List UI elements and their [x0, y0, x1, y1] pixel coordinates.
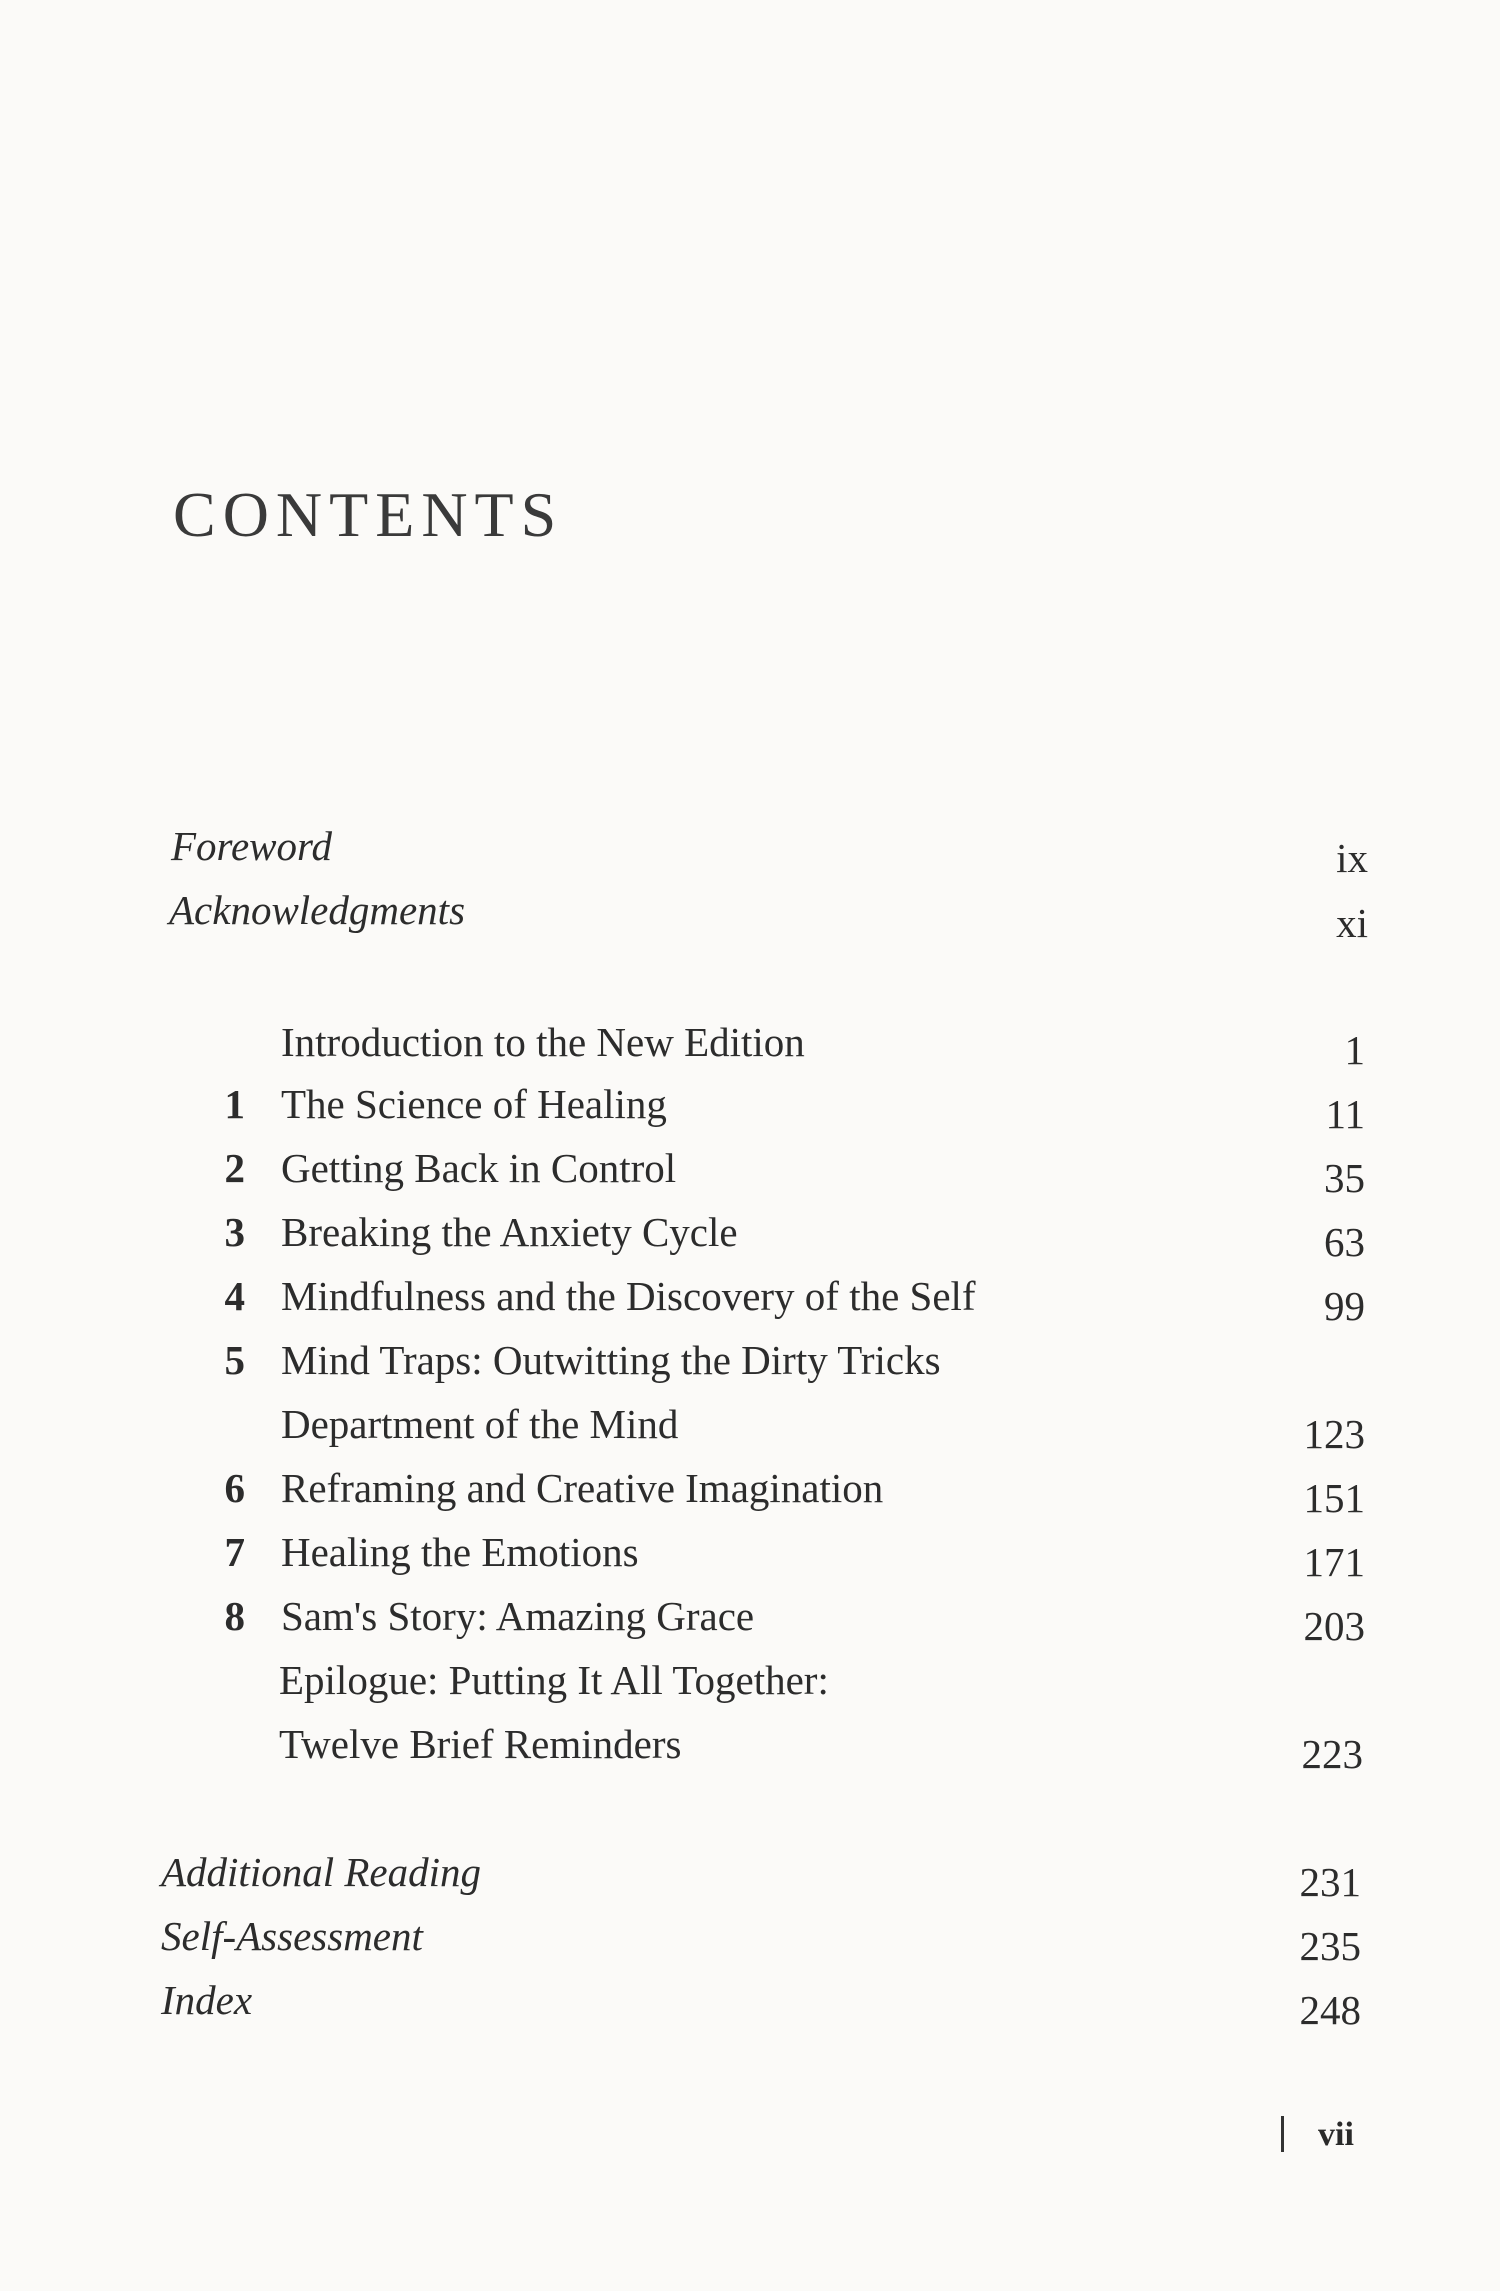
- toc-chapter-title-3: Breaking the Anxiety Cycle: [281, 1209, 738, 1255]
- toc-chapter-number-5: 5: [224, 1337, 245, 1383]
- toc-entry-page-foreword: ix: [1336, 835, 1368, 881]
- toc-chapter-title-5-line-2: Department of the Mind: [281, 1401, 679, 1447]
- toc-entry-page-additional-reading: 231: [1299, 1859, 1361, 1905]
- toc-chapter-number-4: 4: [224, 1273, 245, 1319]
- toc-entry-page-acknowledgments: xi: [1336, 900, 1368, 946]
- toc-chapter-number-6: 6: [224, 1465, 245, 1511]
- toc-chapter-number-7: 7: [224, 1529, 245, 1575]
- folio-divider: [1281, 2116, 1284, 2152]
- toc-chapter-number-2: 2: [224, 1145, 245, 1191]
- toc-chapter-title-epilogue-line-1: Epilogue: Putting It All Together:: [279, 1657, 829, 1703]
- toc-chapter-title-7: Healing the Emotions: [281, 1529, 639, 1575]
- toc-entry-title-additional-reading: Additional Reading: [161, 1849, 481, 1895]
- toc-chapter-title-8: Sam's Story: Amazing Grace: [281, 1593, 755, 1639]
- toc-entry-title-acknowledgments: Acknowledgments: [169, 887, 466, 933]
- toc-chapter-page-5: 123: [1303, 1411, 1365, 1457]
- toc-chapter-title-epilogue-line-2: Twelve Brief Reminders: [279, 1721, 682, 1767]
- toc-chapter-title-5-line-1: Mind Traps: Outwitting the Dirty Tricks: [281, 1337, 941, 1383]
- toc-chapter-page-6: 151: [1303, 1475, 1365, 1521]
- toc-chapter-number-1: 1: [224, 1081, 245, 1127]
- toc-chapter-page-introduction: 1: [1344, 1027, 1365, 1073]
- toc-chapter-page-1: 11: [1325, 1091, 1365, 1137]
- toc-chapter-page-8: 203: [1303, 1603, 1365, 1649]
- toc-entry-title-self-assessment: Self-Assessment: [161, 1913, 423, 1959]
- toc-chapter-title-introduction: Introduction to the New Edition: [281, 1019, 805, 1065]
- toc-chapter-number-8: 8: [224, 1593, 245, 1639]
- page-title: CONTENTS: [173, 479, 564, 550]
- toc-chapter-page-3: 63: [1324, 1219, 1365, 1265]
- toc-chapter-page-epilogue: 223: [1301, 1731, 1363, 1777]
- toc-chapter-page-7: 171: [1303, 1539, 1365, 1585]
- toc-chapter-title-1: The Science of Healing: [281, 1081, 667, 1127]
- folio-page-number: vii: [1318, 2116, 1354, 2153]
- toc-entry-title-foreword: Foreword: [171, 823, 332, 869]
- toc-chapter-title-4: Mindfulness and the Discovery of the Self: [281, 1273, 976, 1319]
- toc-chapter-number-3: 3: [224, 1209, 245, 1255]
- toc-entry-title-index: Index: [161, 1977, 253, 2023]
- toc-entry-page-self-assessment: 235: [1299, 1923, 1361, 1969]
- toc-chapter-page-2: 35: [1324, 1155, 1365, 1201]
- toc-chapter-page-4: 99: [1324, 1283, 1365, 1329]
- toc-chapter-title-2: Getting Back in Control: [281, 1145, 677, 1191]
- toc-chapter-title-6: Reframing and Creative Imagination: [281, 1465, 884, 1511]
- toc-entry-page-index: 248: [1299, 1987, 1361, 2033]
